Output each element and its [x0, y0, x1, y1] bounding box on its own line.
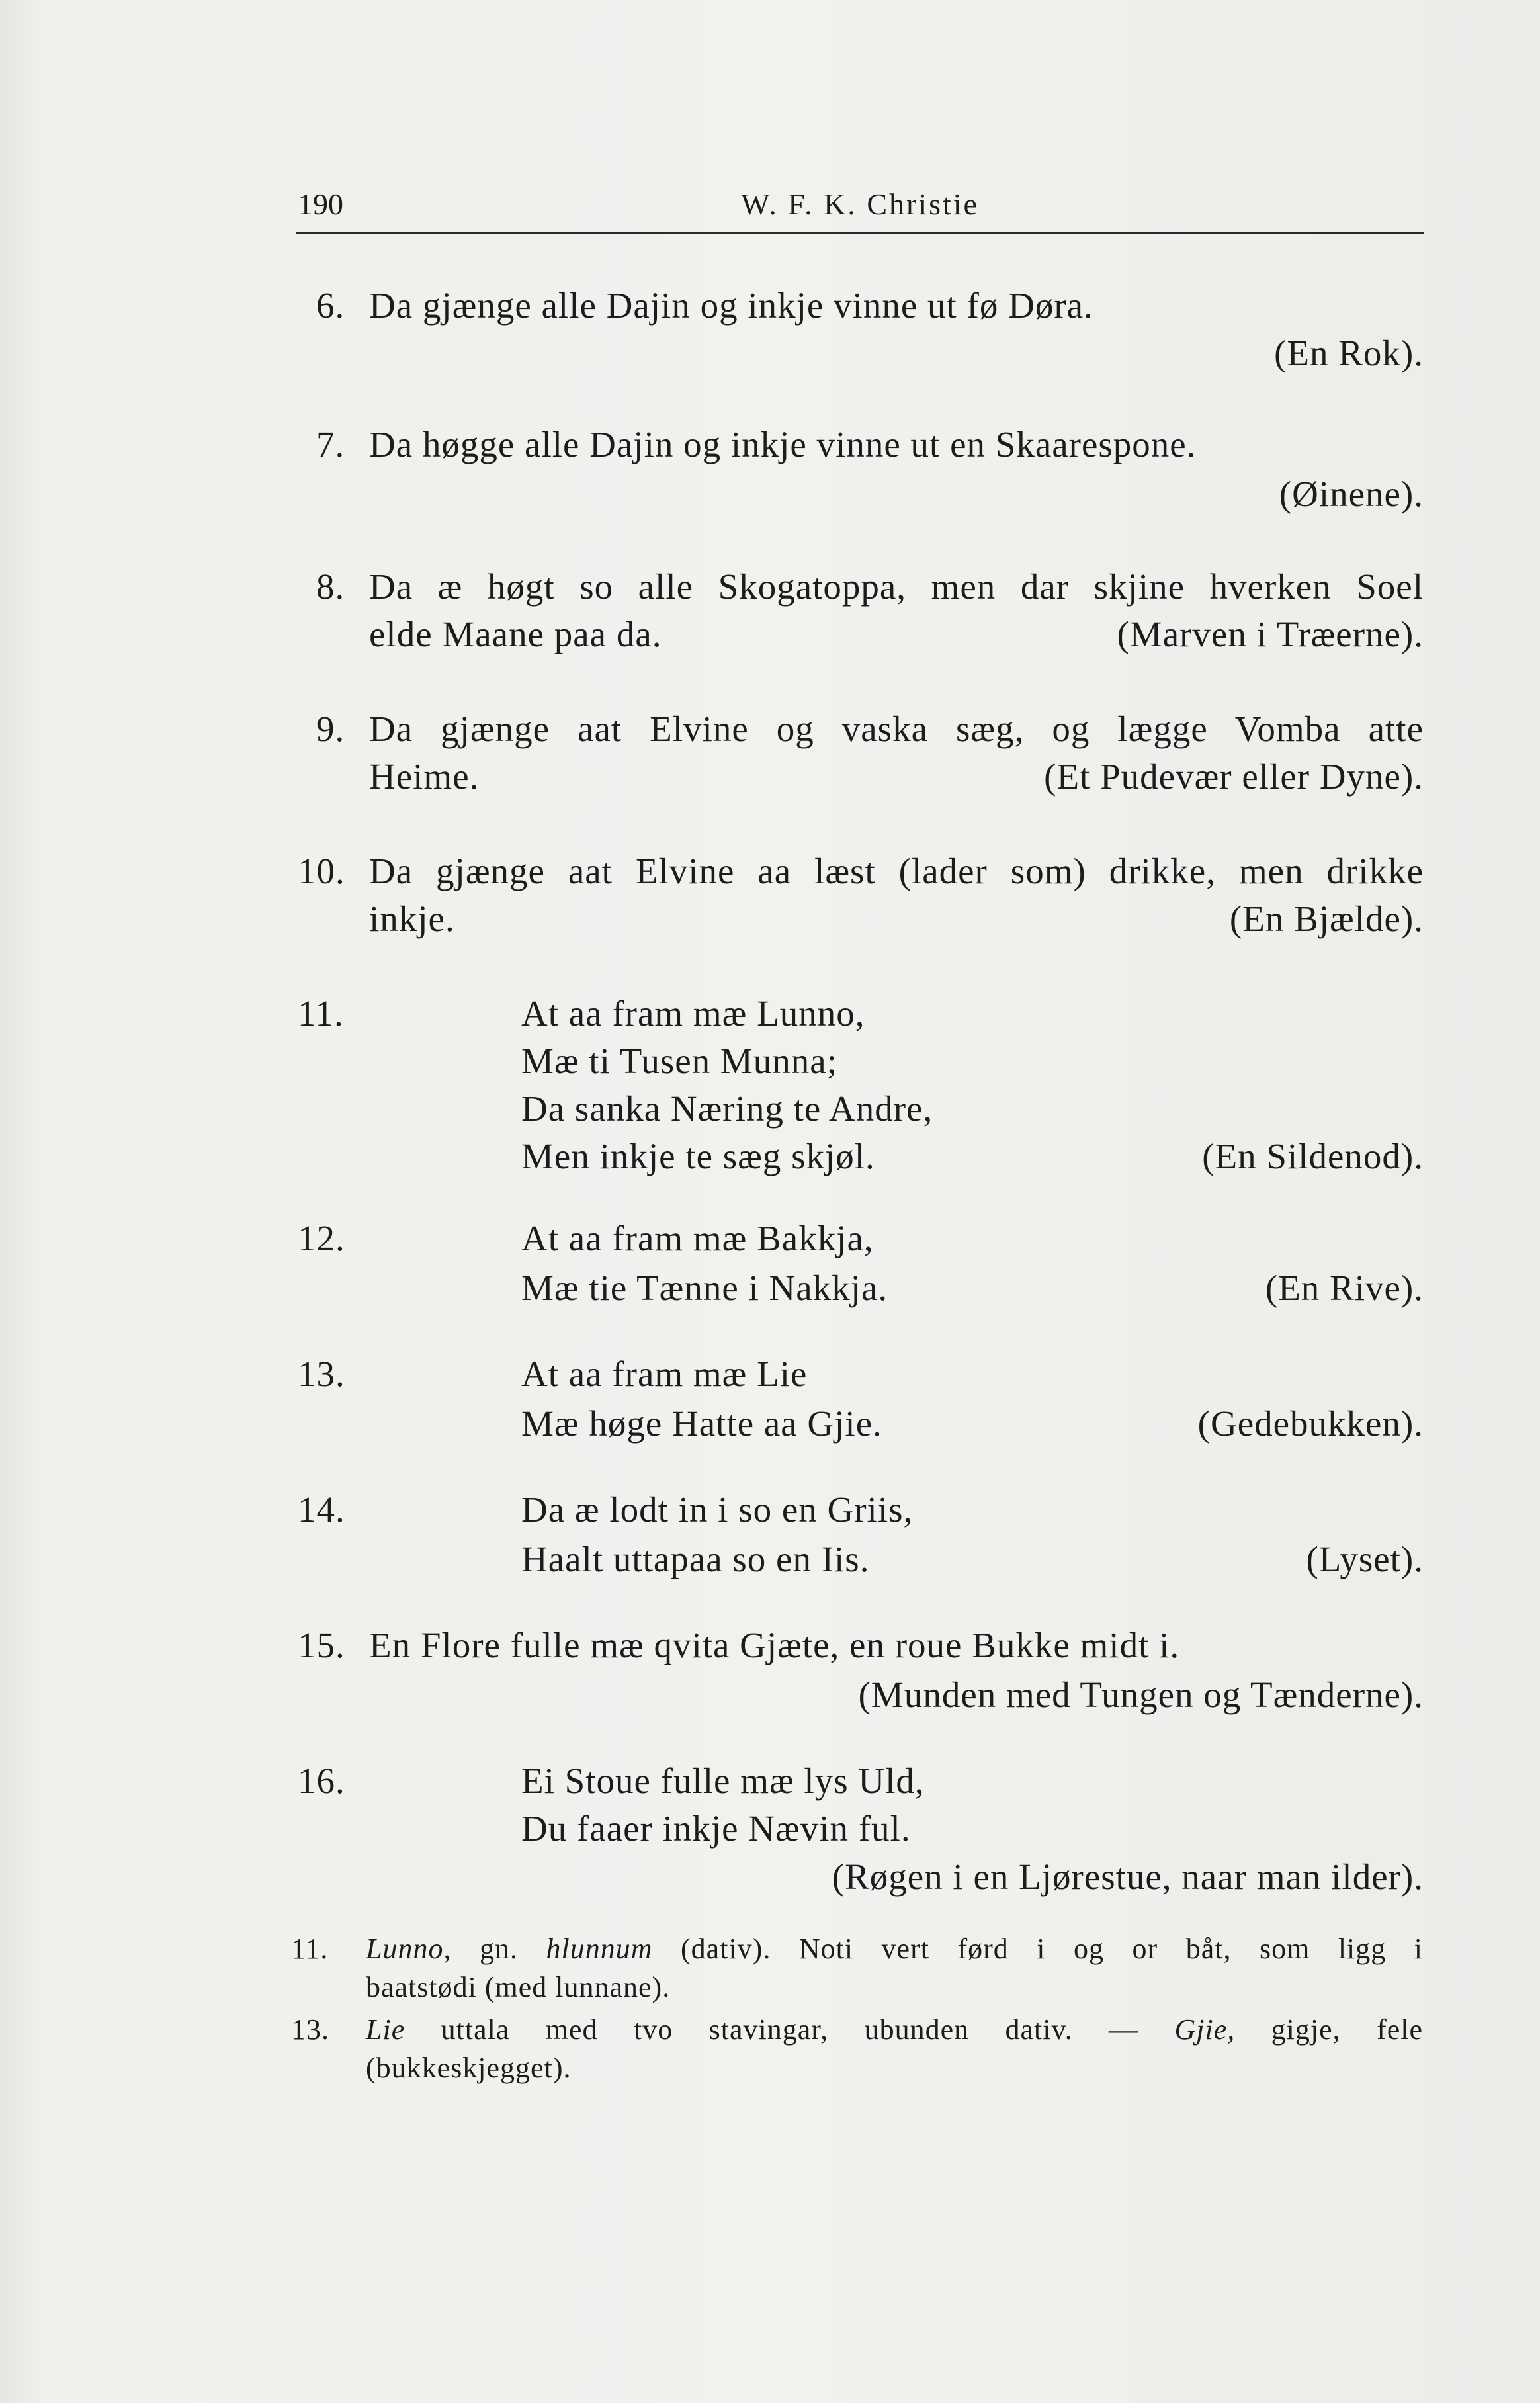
footnote-text: baatstødi (med lunnane). — [366, 1971, 671, 2003]
riddle-text: Da gjænge aat Elvine og vaska sæg, og lægge Vomba atte — [369, 709, 1424, 749]
riddle-answer: (En Bjælde). — [1229, 898, 1424, 939]
verse-line: Da æ lodt in i so en Griis, — [521, 1489, 914, 1530]
verse-line: Da sanka Næring te Andre, — [521, 1088, 933, 1129]
riddle-number: 9. — [316, 709, 345, 749]
riddle-number: 12. — [298, 1218, 345, 1258]
verse-line: At aa fram mæ Bakkja, — [521, 1218, 874, 1258]
riddle-text: Da gjænge aat Elvine aa læst (lader som) drikke, men drikke — [369, 851, 1424, 891]
footnote-number: 11. — [291, 1933, 329, 1965]
page-number: 190 — [298, 187, 343, 221]
riddle-text: En Flore fulle mæ qvita Gjæte, en roue Bukke midt i. — [369, 1625, 1180, 1665]
riddle-number: 14. — [298, 1489, 345, 1530]
riddle-number: 11. — [298, 993, 344, 1033]
riddle-answer: (En Sildenod). — [1202, 1136, 1424, 1176]
riddle-number: 15. — [298, 1625, 345, 1665]
footnote-number: 13. — [291, 2013, 329, 2046]
footnote-term: Lie — [366, 2013, 406, 2046]
riddle-answer: (Røgen i en Ljørestue, naar man ilder). — [832, 1857, 1424, 1897]
riddle-number: 16. — [298, 1761, 345, 1801]
riddle-text: elde Maane paa da. — [369, 614, 662, 654]
footnote-text — [366, 1932, 1423, 1966]
riddle-answer: (Gedebukken). — [1197, 1403, 1424, 1444]
riddle-text: Heime. — [369, 756, 480, 797]
riddle-text: Da gjænge alle Dajin og inkje vinne ut fø Døra. — [369, 285, 1093, 326]
riddle-answer: (En Rive). — [1265, 1268, 1424, 1308]
riddle-number: 6. — [316, 285, 345, 326]
page-header — [298, 187, 1422, 224]
verse-line: Ei Stoue fulle mæ lys Uld, — [521, 1761, 925, 1801]
running-head: W. F. K. Christie — [741, 187, 979, 221]
footnote-text: (bukkeskjegget). — [366, 2052, 572, 2084]
footnote-term: Lunno, — [366, 1933, 452, 1965]
riddle-number: 13. — [298, 1354, 345, 1394]
footnote-body: uttala med tvo stavingar, ubunden dativ. — — [441, 2013, 1139, 2046]
footnote-body: (dativ). Noti vert førd i og or båt, som ligg i — [681, 1933, 1424, 1965]
riddle-text: inkje. — [369, 898, 455, 939]
verse-line: At aa fram mæ Lie — [521, 1354, 808, 1394]
header-rule — [296, 232, 1424, 234]
riddle-answer: (Lyset). — [1306, 1539, 1424, 1579]
footnote-text — [366, 2013, 1423, 2046]
verse-line: Du faaer inkje Nævin ful. — [521, 1808, 911, 1849]
riddle-number: 7. — [316, 424, 345, 464]
riddle-number: 8. — [316, 566, 345, 607]
riddle-answer: (Et Pudevær eller Dyne). — [1044, 756, 1424, 797]
verse-line: At aa fram mæ Lunno, — [521, 993, 865, 1033]
riddle-answer: (En Rok). — [1274, 333, 1424, 373]
verse-line: Mæ tie Tænne i Nakkja. — [521, 1268, 888, 1308]
riddle-answer: (Marven i Træerne). — [1117, 614, 1424, 654]
footnote-body: gigje, fele — [1271, 2013, 1424, 2046]
verse-line: Mæ ti Tusen Munna; — [521, 1041, 837, 1081]
riddle-answer: (Øinene). — [1279, 474, 1424, 514]
verse-line: Haalt uttapaa so en Iis. — [521, 1539, 870, 1579]
footnote-term: Gjie, — [1174, 2013, 1236, 2046]
verse-line: Mæ høge Hatte aa Gjie. — [521, 1403, 882, 1444]
riddle-answer: (Munden med Tungen og Tænderne). — [858, 1675, 1424, 1715]
verse-line: Men inkje te sæg skjøl. — [521, 1136, 875, 1176]
riddle-number: 10. — [298, 851, 345, 891]
footnote-abbrev: gn. — [480, 1933, 518, 1965]
riddle-text: Da æ høgt so alle Skogatoppa, men dar skjine hverken Soel — [369, 566, 1424, 607]
footnote-term: hlunnum — [546, 1933, 653, 1965]
riddle-text: Da høgge alle Dajin og inkje vinne ut en Skaarespone. — [369, 424, 1197, 464]
